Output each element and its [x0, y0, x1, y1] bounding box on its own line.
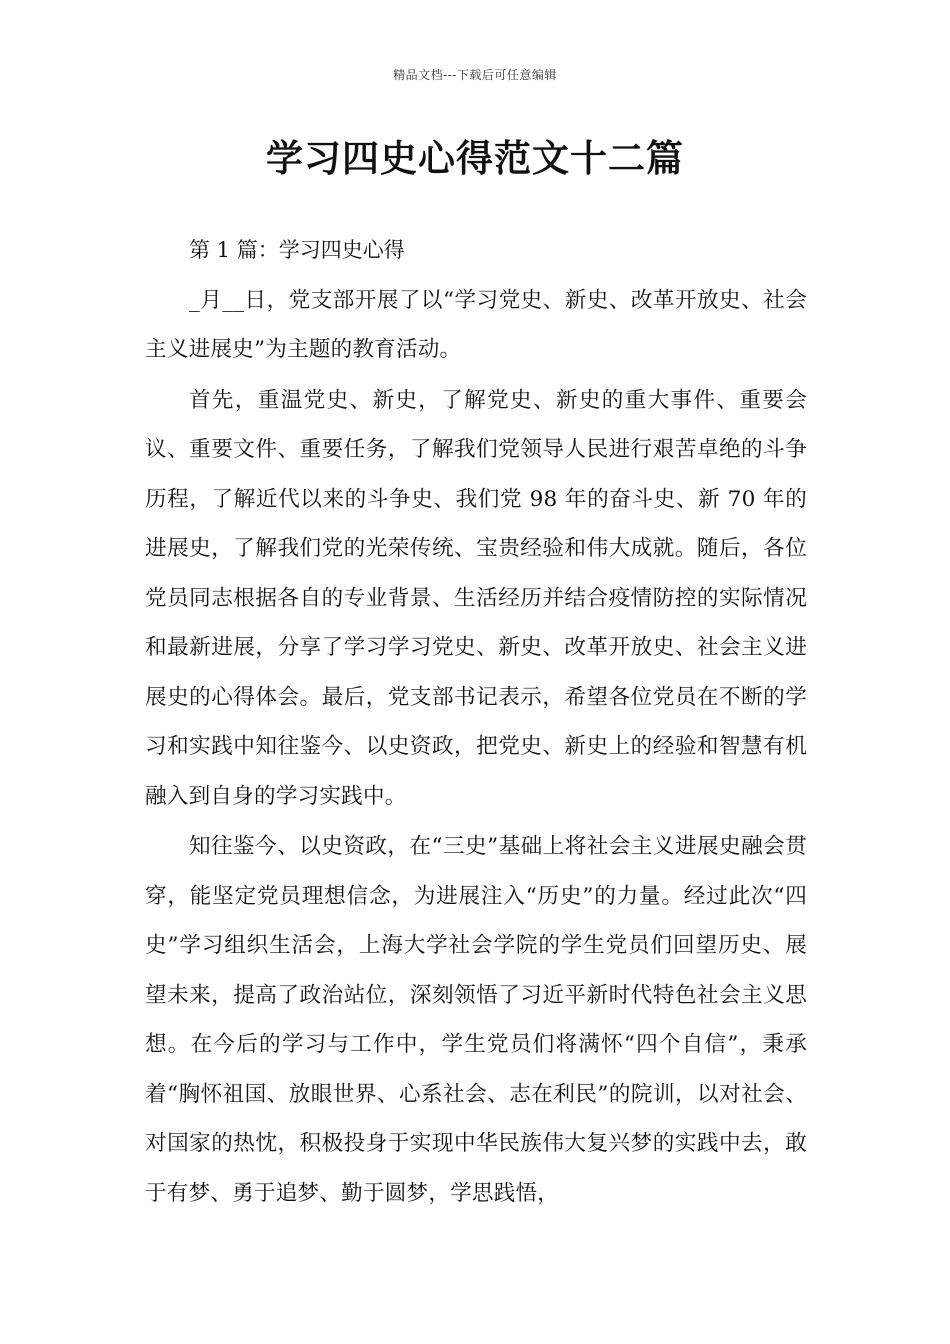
paragraph-1: _月__日，党支部开展了以“学习党史、新史、改革开放史、社会主义进展史”为主题的教育活动。 [145, 287, 807, 362]
document-body [145, 226, 807, 1219]
paragraph-3: 知往鉴今、以史资政，在“三史”基础上将社会主义进展史融会贯穿，能坚定党员理想信念，为进展注入“历史”的力量。经过此次“四史”学习组织生活会，上海大学社会学院的学生党员们回望历史、展望未来，提高了政治站位，深刻领悟了习近平新时代特色社会主义思想。在今后的学习与工作中，学生党员们将满怀“四个自信”，秉承着“胸怀祖国、放眼世界、心系社会、志在利民”的院训，以对社会、对国家的热忱，积极投身于实现中华民族伟大复兴梦的实践中去，敢于有梦、勇于追梦、勤于圆梦，学思践悟， [145, 834, 807, 1206]
header-note: 精品文档---下载后可任意编辑 [393, 68, 557, 82]
section-heading: 第 1 篇：学习四史心得 [189, 238, 405, 262]
paragraph-2: 首先，重温党史、新史，了解党史、新史的重大事件、重要会议、重要文件、重要任务，了解我们党领导人民进行艰苦卓绝的斗争历程，了解近代以来的斗争史、我们党 98 年的奋斗史、新 70 年的进展史，了解我们党的光荣传统、宝贵经验和伟大成就。随后，各位党员同志根据各自的专业背景、生活经历并结合疫情防控的实际情况和最新进展，分享了学习学习党史、新史、改革开放史、社会主义进展史的心得体会。最后，党支部书记表示，希望各位党员在不断的学习和实践中知往鉴今、以史资政，把党史、新史上的经验和智慧有机融入到自身的学习实践中。 [145, 387, 807, 809]
document-title: 学习四史心得范文十二篇 [266, 136, 684, 180]
